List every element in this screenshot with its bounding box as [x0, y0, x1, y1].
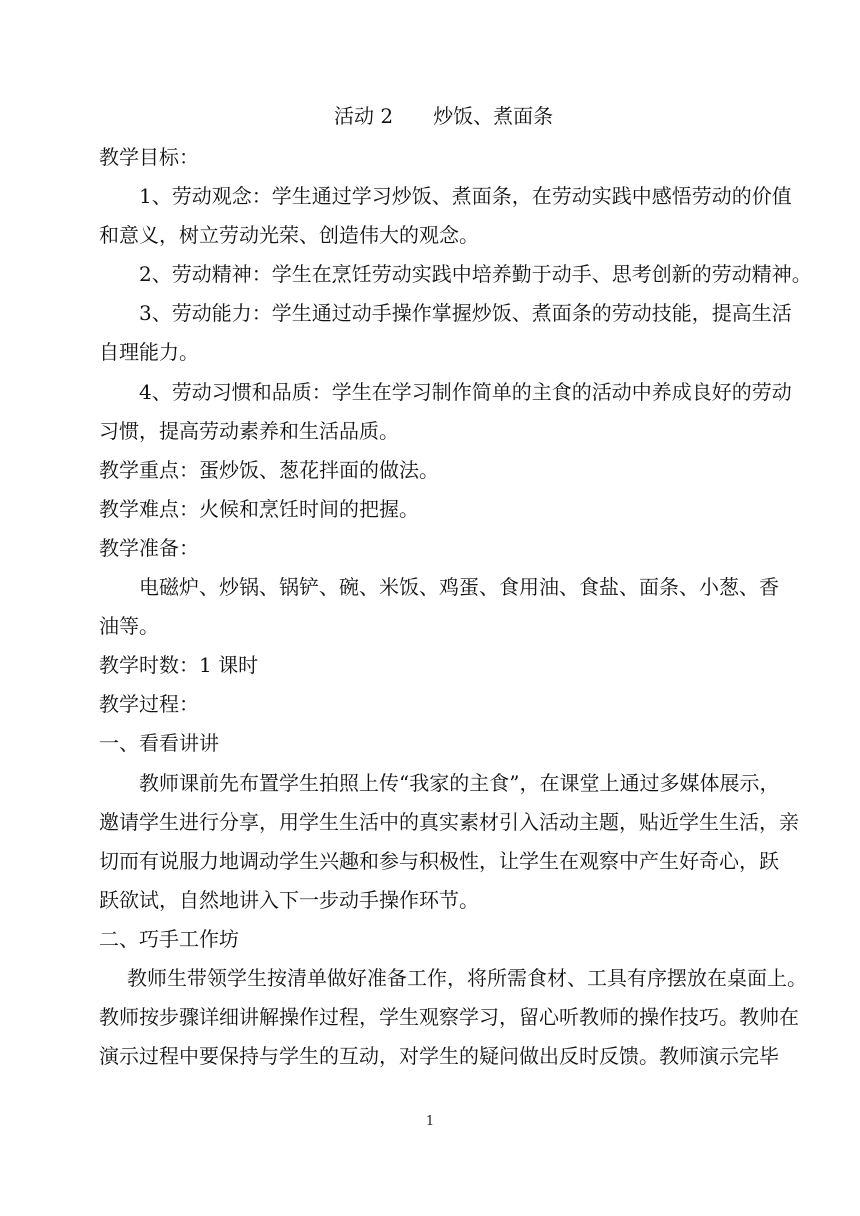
- document-title: 活动 2 炒饭、煮面条: [334, 104, 554, 128]
- process-paragraph-1-line-1: 教师课前先布置学生拍照上传“我家的主食”，在课堂上通过多媒体展示，: [139, 771, 780, 795]
- process-paragraph-2-line-3: 演示过程中要保持与学生的互动，对学生的疑问做出反时反馈。教师演示完毕: [99, 1044, 779, 1068]
- objective-3-line-2: 自理能力。: [99, 340, 199, 364]
- objective-2-line-1: 2、劳动精神：学生在烹饪劳动实践中培养勤于动手、思考创新的劳动精神。: [139, 262, 812, 286]
- teaching-hours: 教学时数：1 课时: [99, 653, 259, 677]
- process-paragraph-2-line-1: 教师生带领学生按清单做好准备工作，将所需食材、工具有序摆放在桌面上。: [127, 966, 807, 990]
- section-heading-teaching-process: 教学过程：: [99, 692, 199, 716]
- section-heading-look-and-talk: 一、看看讲讲: [99, 731, 219, 755]
- process-paragraph-1-line-3: 切而有说服力地调动学生兴趣和参与积极性，让学生在观察中产生好奇心，跃: [99, 849, 779, 873]
- objective-4-line-1: 4、劳动习惯和品质：学生在学习制作简单的主食的活动中养成良好的劳动: [139, 380, 792, 404]
- preparation-line-2: 油等。: [99, 614, 159, 638]
- section-heading-teaching-objectives: 教学目标：: [99, 145, 199, 169]
- objective-4-line-2: 习惯，提高劳动素养和生活品质。: [99, 419, 399, 443]
- process-paragraph-1-line-4: 跃欲试，自然地讲入下一步动手操作环节。: [99, 888, 479, 912]
- page-number: 1: [425, 1114, 435, 1129]
- section-heading-teaching-preparation: 教学准备：: [99, 536, 199, 560]
- preparation-line-1: 电磁炉、炒锅、锅铲、碗、米饭、鸡蛋、食用油、食盐、面条、小葱、香: [139, 575, 779, 599]
- teaching-difficulty: 教学难点：火候和烹饪时间的把握。: [99, 497, 419, 521]
- process-paragraph-1-line-2: 邀请学生进行分享，用学生生活中的真实素材引入活动主题，贴近学生生活，亲: [99, 810, 799, 834]
- objective-3-line-1: 3、劳动能力：学生通过动手操作掌握炒饭、煮面条的劳动技能，提高生活: [139, 301, 792, 325]
- process-paragraph-2-line-2: 教师按步骤详细讲解操作过程，学生观察学习，留心听教师的操作技巧。教帅在: [99, 1005, 799, 1029]
- section-heading-workshop: 二、巧手工作坊: [99, 927, 239, 951]
- teaching-key-point: 教学重点：蛋炒饭、葱花拌面的做法。: [99, 458, 439, 482]
- objective-1-line-2: 和意义，树立劳动光荣、创造伟大的观念。: [99, 223, 479, 247]
- objective-1-line-1: 1、劳动观念：学生通过学习炒饭、煮面条，在劳动实践中感悟劳动的价值: [139, 184, 792, 208]
